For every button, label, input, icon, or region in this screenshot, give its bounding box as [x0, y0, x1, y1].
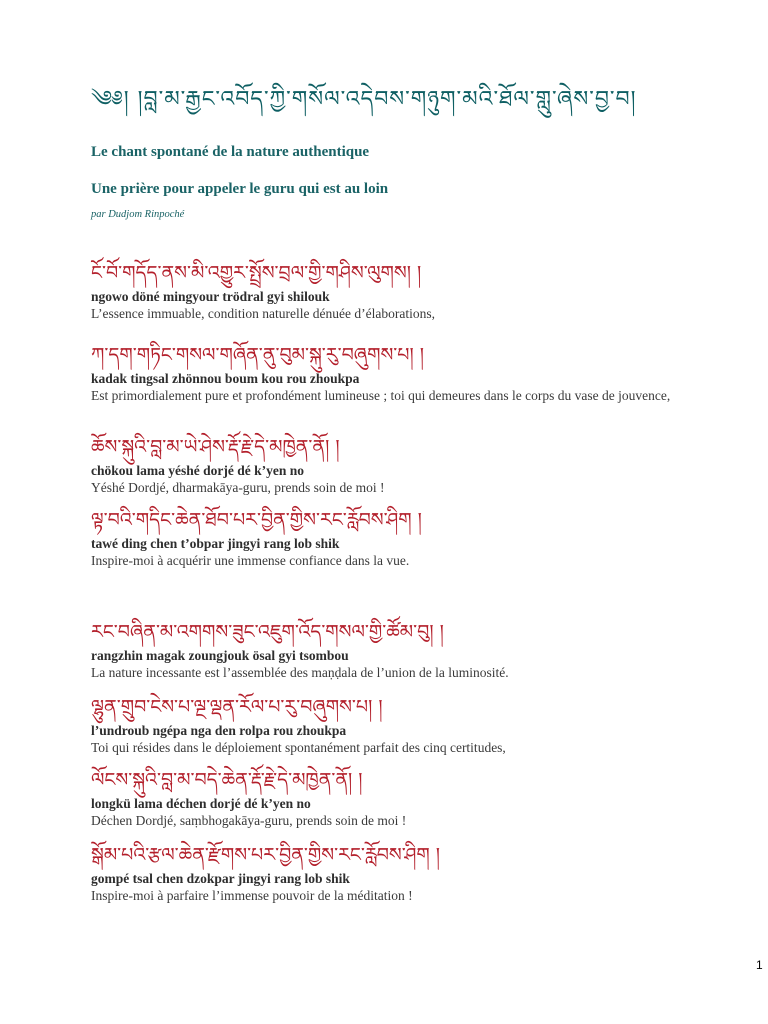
- verse-translation: Est primordialement pure et profondément lumineuse ; toi qui demeures dans le corps du vase de jouvence,: [91, 388, 671, 403]
- verse-4: [91, 505, 681, 570]
- verse-tibetan: ལྷུན་གྲུབ་ངེས་པ་ལྔ་ལྡན་རོལ་པ་རུ་བཞུགས་པ། །: [91, 696, 383, 718]
- tibetan-title: ༄༅། །བླ་མ་རྒྱང་འབོད་ཀྱི་གསོལ་འདེབས་གཉུག་མའི་ཐོལ་གླུ་ཞེས་བྱ་བ།: [91, 87, 637, 112]
- verse-translation: Toi qui résides dans le déploiement spontanément parfait des cinq certitudes,: [91, 740, 506, 755]
- page-subtitle: Une prière pour appeler le guru qui est au loin: [91, 181, 389, 197]
- author-line: par Dudjom Rinpoché: [91, 209, 185, 220]
- page-number: 1: [756, 958, 763, 972]
- verse-translation: L’essence immuable, condition naturelle dénuée d’élaborations,: [91, 306, 436, 321]
- verse-translation: La nature incessante est l’assemblée des maṇḍala de l’union de la luminosité.: [91, 665, 509, 680]
- verse-3: [91, 432, 681, 497]
- verse-8: [91, 840, 681, 905]
- verse-translation: Yéshé Dordjé, dharmakāya-guru, prends soin de moi !: [91, 480, 385, 495]
- verse-tibetan: ལོངས་སྐུའི་བླ་མ་བདེ་ཆེན་རྡོ་རྗེ་དེ་མཁྱེན་ནོ། །: [91, 769, 363, 791]
- verse-transliteration: l’undroub ngépa nga den rolpa rou zhoukpa: [91, 723, 347, 738]
- verse-transliteration: longkü lama déchen dorjé dé k’yen no: [91, 796, 311, 811]
- verse-1: [91, 258, 681, 323]
- verse-2: [91, 340, 681, 405]
- verse-transliteration: tawé ding chen t’obpar jingyi rang lob shik: [91, 536, 340, 551]
- verse-tibetan: སྒོམ་པའི་རྩལ་ཆེན་རྫོགས་པར་བྱིན་གྱིས་རང་རློབས་ཤིག །: [91, 844, 441, 866]
- document-page: [91, 0, 763, 1024]
- verse-5: [91, 617, 681, 682]
- verse-transliteration: kadak tingsal zhönnou boum kou rou zhoukpa: [91, 371, 360, 386]
- verse-transliteration: rangzhin magak zoungjouk ösal gyi tsombou: [91, 648, 349, 663]
- verse-translation: Déchen Dordjé, saṃbhogakāya-guru, prends soin de moi !: [91, 813, 407, 828]
- verse-transliteration: gompé tsal chen dzokpar jingyi rang lob shik: [91, 871, 350, 886]
- verse-tibetan: ངོ་བོ་གདོད་ནས་མི་འགྱུར་སྤྲོས་བྲལ་གྱི་གཤིས་ལུགས། །: [91, 262, 422, 284]
- verse-transliteration: ngowo döné mingyour trödral gyi shilouk: [91, 289, 330, 304]
- verse-tibetan: ཆོས་སྐུའི་བླ་མ་ཡེ་ཤེས་རྡོ་རྗེ་དེ་མཁྱེན་ནོ། །: [91, 436, 340, 458]
- page-title: Le chant spontané de la nature authentique: [91, 144, 370, 160]
- verse-tibetan: ཀ་དག་གཏིང་གསལ་གཞོན་ནུ་བུམ་སྐུ་རུ་བཞུགས་པ། །: [91, 344, 424, 366]
- verse-tibetan: རང་བཞིན་མ་འགགས་ཟུང་འཇུག་འོད་གསལ་གྱི་ཚོམ་བུ། །: [91, 621, 444, 643]
- verse-transliteration: chökou lama yéshé dorjé dé k’yen no: [91, 463, 305, 478]
- verse-translation: Inspire-moi à parfaire l’immense pouvoir de la méditation !: [91, 888, 413, 903]
- verse-tibetan: ལྟ་བའི་གདིང་ཆེན་ཐོབ་པར་བྱིན་གྱིས་རང་རློབས་ཤིག །: [91, 509, 422, 531]
- verse-6: [91, 692, 681, 757]
- verse-translation: Inspire-moi à acquérir une immense confiance dans la vue.: [91, 553, 410, 568]
- verse-7: [91, 765, 681, 830]
